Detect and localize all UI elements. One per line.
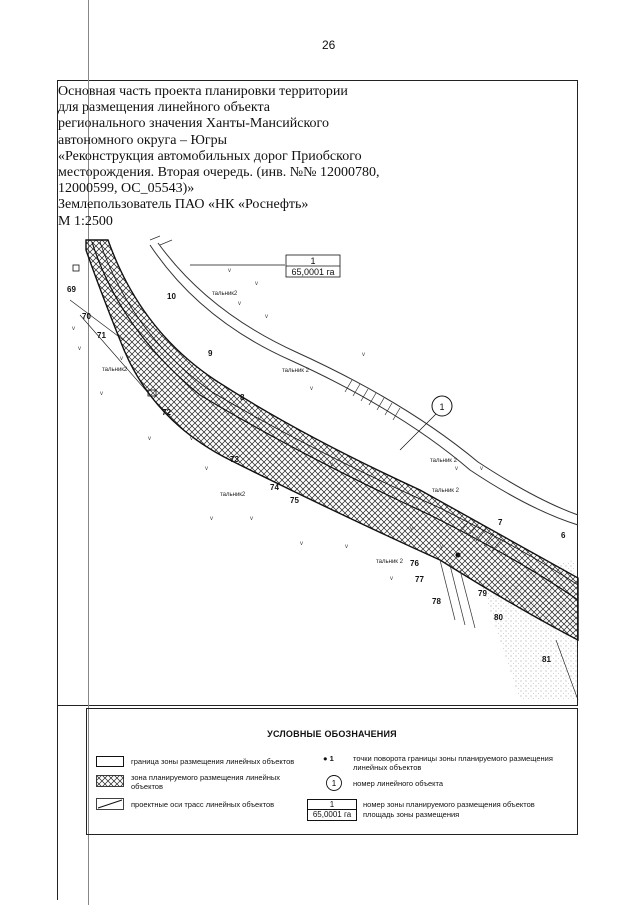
svg-text:v: v xyxy=(238,301,241,307)
svg-text:v: v xyxy=(210,516,213,522)
title-line: месторождения. Вторая очередь. (инв. №№ 12000780, xyxy=(58,165,380,181)
svg-text:v: v xyxy=(258,416,261,422)
turn-point-8: 8 xyxy=(240,393,245,402)
svg-text:v: v xyxy=(120,356,123,362)
zone-swatch xyxy=(96,775,124,787)
turn-point-71: 71 xyxy=(97,331,106,340)
title-line: Землепользователь ПАО «НК «Роснефть» xyxy=(58,197,309,213)
svg-text:v: v xyxy=(410,526,413,532)
legend-points-marker-text: 1 xyxy=(329,754,334,763)
svg-text:v: v xyxy=(72,326,75,332)
turn-point-6: 6 xyxy=(561,531,566,540)
zone-label-area: 65,0001 га xyxy=(291,267,335,277)
svg-text:v: v xyxy=(300,541,303,547)
svg-text:v: v xyxy=(455,466,458,472)
legend-zone-number: номер зоны планируемого размещения объектов xyxy=(363,800,535,809)
turn-point-80: 80 xyxy=(494,613,503,622)
svg-text:v: v xyxy=(250,516,253,522)
legend-zone-box-number: 1 xyxy=(308,800,356,810)
zone-label-number: 1 xyxy=(310,256,316,266)
legend-axes: проектные оси трасс линейных объектов xyxy=(131,800,275,809)
terrain-label: тальник2 xyxy=(102,367,128,373)
legend-zone-area: площадь зоны размещения xyxy=(363,810,460,819)
svg-text:v: v xyxy=(265,314,268,320)
object-leader-line xyxy=(400,410,440,450)
turn-point-69: 69 xyxy=(67,285,76,294)
title-line: автономного округа – Югры xyxy=(58,132,227,148)
legend-points-marker: ● 1 xyxy=(323,754,334,763)
svg-text:v: v xyxy=(480,466,483,472)
svg-text:v: v xyxy=(148,436,151,442)
axis-swatch xyxy=(96,798,124,810)
turn-point-10: 10 xyxy=(167,292,176,301)
legend-points: точки поворота границы зоны планируемого размещения линейных объектов xyxy=(353,754,553,772)
legend-object-marker xyxy=(325,774,343,792)
legend-zone: зона планируемого размещения линейных объектов xyxy=(131,773,281,791)
turn-point-dot xyxy=(456,553,461,558)
page-number: 26 xyxy=(322,38,336,52)
legend-title: УСЛОВНЫЕ ОБОЗНАЧЕНИЯ xyxy=(267,729,397,739)
svg-text:v: v xyxy=(345,544,348,550)
planning-zone xyxy=(86,240,578,640)
svg-text:v: v xyxy=(100,391,103,397)
terrain-label: тальник2 xyxy=(220,492,246,498)
survey-marker xyxy=(73,265,79,271)
svg-text:v: v xyxy=(255,281,258,287)
object-number-text: 1 xyxy=(439,402,445,412)
turn-point-73: 73 xyxy=(230,455,239,464)
legend-object-number: номер линейного объекта xyxy=(353,779,444,788)
svg-text:v: v xyxy=(390,576,393,582)
terrain-label: тальник 2 xyxy=(376,559,403,565)
scale-label: М 1:2500 xyxy=(58,213,113,229)
title-line: «Реконструкция автомобильных дорог Приобского xyxy=(58,148,362,164)
legend xyxy=(86,708,578,835)
turn-point-74: 74 xyxy=(270,483,279,492)
legend-boundary: граница зоны размещения линейных объектов xyxy=(131,757,295,766)
turn-point-76: 76 xyxy=(410,559,419,568)
turn-point-70: 70 xyxy=(82,312,91,321)
title-line: регионального значения Ханты-Мансийского xyxy=(58,116,329,132)
svg-text:v: v xyxy=(205,466,208,472)
legend-zone-box xyxy=(307,799,357,821)
svg-text:v: v xyxy=(310,386,313,392)
document-title xyxy=(58,84,388,230)
svg-text:v: v xyxy=(362,352,365,358)
boundary-swatch xyxy=(96,756,124,767)
title-line: Основная часть проекта планировки территории xyxy=(58,84,348,99)
turn-point-72: 72 xyxy=(162,408,171,417)
turn-point-7: 7 xyxy=(498,518,503,527)
terrain-label: тальник2 xyxy=(212,291,238,297)
turn-point-77: 77 xyxy=(415,575,424,584)
legend-object-marker-text: 1 xyxy=(331,779,337,788)
turn-point-78: 78 xyxy=(432,597,441,606)
svg-text:v: v xyxy=(228,268,231,274)
turn-point-75: 75 xyxy=(290,496,299,505)
terrain-label: тальник 2 xyxy=(430,458,457,464)
svg-text:v: v xyxy=(190,436,193,442)
terrain-label: тальник 2 xyxy=(282,368,309,374)
terrain-label: тальник 2 xyxy=(432,488,459,494)
svg-text:v: v xyxy=(440,544,443,550)
title-line: 12000599, ОС_05543)» xyxy=(58,181,195,197)
title-line: для размещения линейного объекта xyxy=(58,100,270,116)
svg-text:v: v xyxy=(330,462,333,468)
turn-point-9: 9 xyxy=(208,349,213,358)
svg-text:v: v xyxy=(78,346,81,352)
legend-zone-box-area: 65,0001 га xyxy=(312,810,352,819)
turn-point-81: 81 xyxy=(542,655,551,664)
turn-point-79: 79 xyxy=(478,589,487,598)
